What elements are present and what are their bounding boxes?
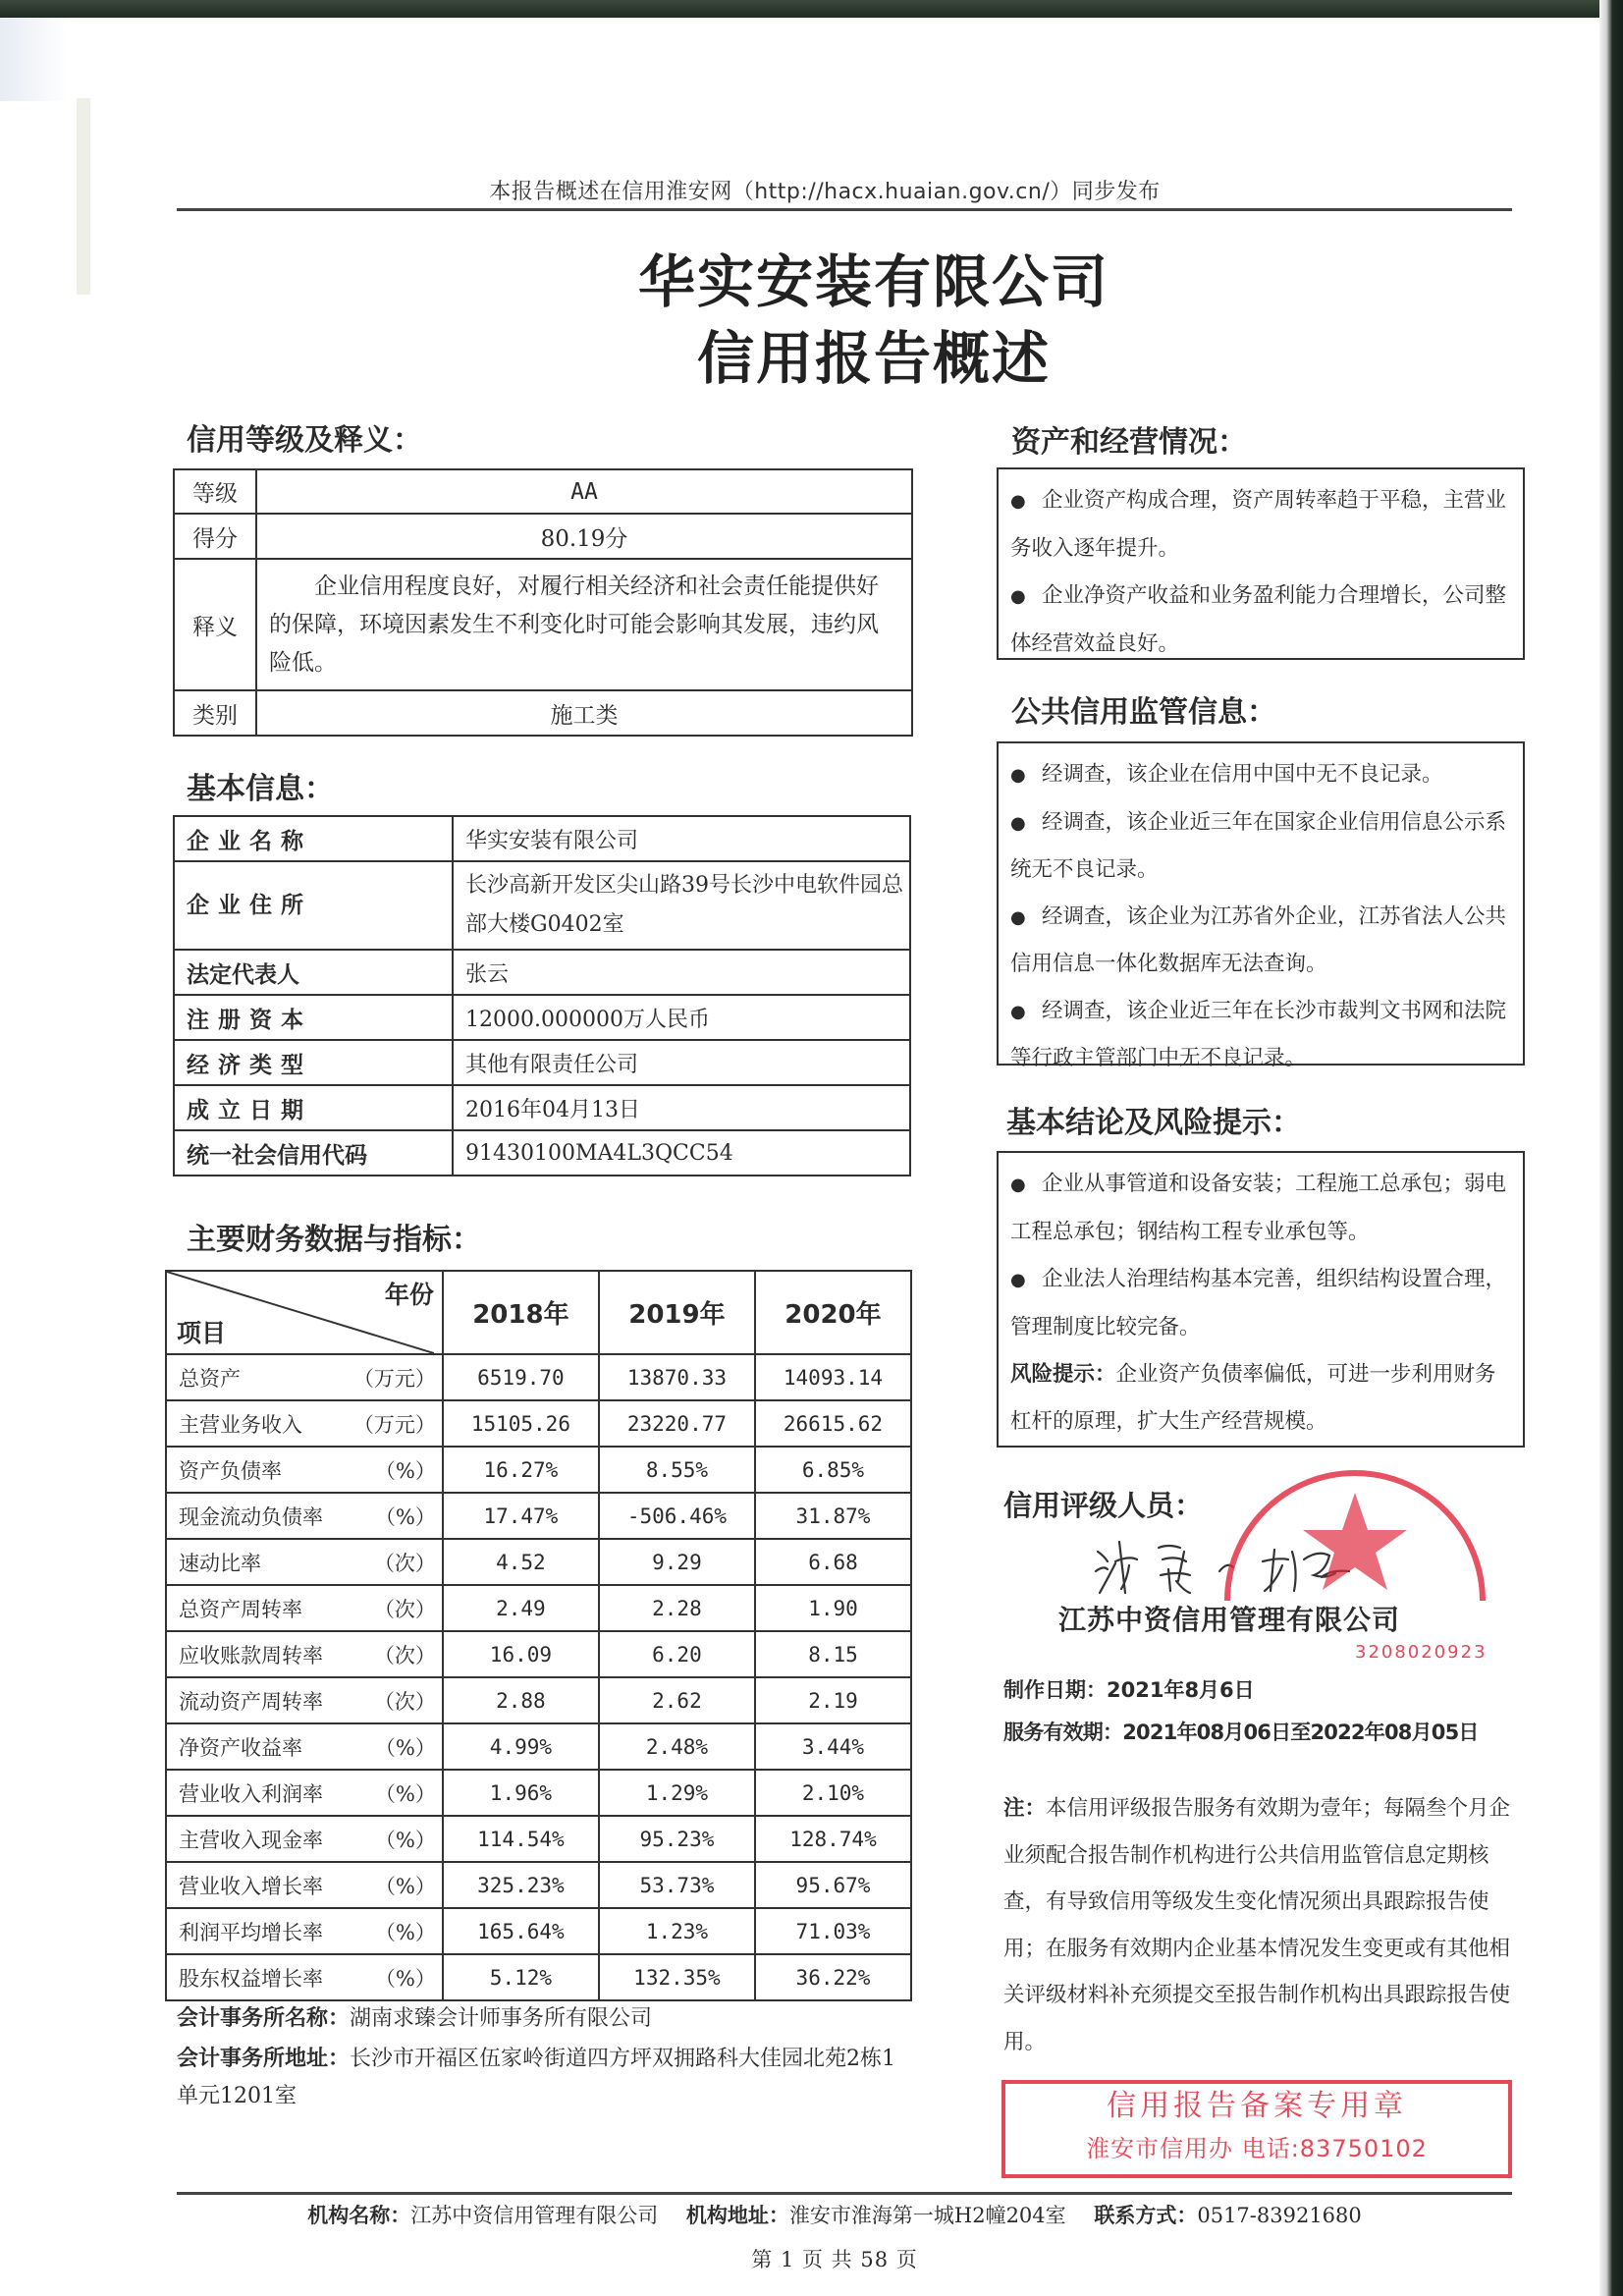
value-cell: 53.73% <box>599 1862 755 1908</box>
report-title: 信用报告概述 <box>696 325 1051 392</box>
value-cell: 165.64% <box>443 1908 599 1954</box>
list-item: ● 企业从事管道和设备安装；工程施工总承包；弱电工程总承包；钢结构工程专业承包等。 <box>1010 1161 1513 1256</box>
item-name: 应收账款周转率 <box>179 1643 323 1667</box>
field-value: 张云 <box>453 950 910 995</box>
corner-cell <box>166 1271 443 1354</box>
table-row <box>166 1908 911 1954</box>
value-cell: 16.09 <box>443 1631 599 1677</box>
item-name: 流动资产周转率 <box>179 1689 323 1714</box>
corner-item-label: 项目 <box>177 1319 227 1347</box>
item-cell <box>166 1631 443 1677</box>
risk-label: 风险提示： <box>1010 1362 1116 1387</box>
item-name: 净资产收益率 <box>179 1735 302 1760</box>
item-cell <box>166 1723 443 1770</box>
item-cell <box>166 1539 443 1585</box>
item-cell <box>166 1954 443 2000</box>
table-row <box>174 995 910 1040</box>
financial-table <box>165 1270 912 2001</box>
value-cell: 6.20 <box>599 1631 755 1677</box>
value-cell: 5.12% <box>443 1954 599 2000</box>
handwritten-signature <box>1090 1532 1394 1601</box>
item-unit: （次） <box>373 1597 436 1621</box>
list-item: ● 经调查，该企业近三年在长沙市裁判文书网和法院等行政主管部门中无不良记录。 <box>1010 988 1513 1082</box>
score-value: 80.19分 <box>256 514 912 559</box>
accounting-firm-line <box>177 2000 903 2038</box>
list-item: ● 经调查，该企业近三年在国家企业信用信息公示系统无不良记录。 <box>1010 799 1513 894</box>
table-row <box>166 1400 911 1447</box>
value-cell: 4.52 <box>443 1539 599 1585</box>
item-unit: （万元） <box>352 1366 436 1391</box>
validity-period: 服务有效期：2021年08月06日至2022年08月05日 <box>1003 1721 1479 1744</box>
year-header: 2018年 <box>443 1271 599 1354</box>
table-row <box>166 1447 911 1493</box>
item-cell <box>166 1493 443 1539</box>
table-row <box>174 1130 910 1175</box>
value-cell: -506.46% <box>599 1493 755 1539</box>
financials-heading: 主要财务数据与指标： <box>187 1223 481 1257</box>
public-credit-heading: 公共信用监管信息： <box>1011 695 1276 730</box>
list-item: ● 企业净资产收益和业务盈利能力合理增长，公司整体经营效益良好。 <box>1010 573 1513 668</box>
value-cell: 132.35% <box>599 1954 755 2000</box>
sync-note: 本报告概述在信用淮安网（http://hacx.huaian.gov.cn/）同步发布 <box>489 180 1161 204</box>
item-cell <box>166 1770 443 1816</box>
value-cell: 71.03% <box>755 1908 911 1954</box>
value-cell: 6.85% <box>755 1447 911 1493</box>
item-name: 营业收入利润率 <box>179 1781 323 1806</box>
value-cell: 36.22% <box>755 1954 911 2000</box>
bullet-icon: ● <box>1010 491 1026 512</box>
item-name: 现金流动负债率 <box>179 1504 323 1529</box>
value-cell: 17.47% <box>443 1493 599 1539</box>
rating-staff-heading: 信用评级人员： <box>1003 1489 1204 1522</box>
value-cell: 8.15 <box>755 1631 911 1677</box>
value-cell: 3.44% <box>755 1723 911 1770</box>
item-unit: （%） <box>374 1458 436 1483</box>
field-label: 企业住所 <box>174 861 453 950</box>
value-cell: 4.99% <box>443 1723 599 1770</box>
table-row <box>174 950 910 995</box>
table-row <box>166 1354 911 1400</box>
value-cell: 6.68 <box>755 1539 911 1585</box>
category-value: 施工类 <box>256 690 912 736</box>
value-cell: 2.49 <box>443 1585 599 1631</box>
item-name: 速动比率 <box>179 1551 261 1575</box>
table-row <box>166 1723 911 1770</box>
table-row <box>174 1085 910 1130</box>
item-name: 利润平均增长率 <box>179 1920 323 1944</box>
value-cell: 1.90 <box>755 1585 911 1631</box>
accounting-address-label: 会计事务所地址： <box>177 2047 351 2071</box>
filing-stamp <box>1001 2080 1512 2178</box>
value-cell: 95.67% <box>755 1862 911 1908</box>
value-cell: 2.48% <box>599 1723 755 1770</box>
value-cell: 1.29% <box>599 1770 755 1816</box>
rating-company: 江苏中资信用管理有限公司 <box>1058 1604 1401 1636</box>
value-cell: 26615.62 <box>755 1400 911 1447</box>
list-item: ● 经调查，该企业在信用中国中无不良记录。 <box>1010 751 1513 799</box>
table-row <box>174 514 912 559</box>
table-row <box>174 816 910 861</box>
scan-border-top <box>0 0 1623 18</box>
grade-label: 等级 <box>174 469 256 514</box>
note-label: 注： <box>1003 1796 1047 1821</box>
risk-note <box>1010 1351 1513 1446</box>
grade-value: AA <box>256 469 912 514</box>
value-cell: 2.10% <box>755 1770 911 1816</box>
bullet-icon: ● <box>1010 586 1026 607</box>
item-name: 资产负债率 <box>179 1458 282 1483</box>
credit-rating-heading: 信用等级及释义： <box>187 423 422 458</box>
scan-artifact <box>77 98 90 295</box>
footer-divider <box>177 2192 1512 2195</box>
corner-year-label: 年份 <box>384 1281 434 1309</box>
bullet-icon: ● <box>1010 812 1026 834</box>
value-cell: 1.23% <box>599 1908 755 1954</box>
value-cell: 9.29 <box>599 1539 755 1585</box>
item-cell <box>166 1354 443 1400</box>
item-unit: （%） <box>374 1920 436 1944</box>
item-name: 主营业务收入 <box>179 1412 302 1437</box>
value-cell: 8.55% <box>599 1447 755 1493</box>
value-cell: 128.74% <box>755 1816 911 1862</box>
list-item: ● 企业法人治理结构基本完善，组织结构设置合理，管理制度比较完备。 <box>1010 1256 1513 1351</box>
table-header-row <box>166 1271 911 1354</box>
item-cell <box>166 1908 443 1954</box>
assets-box <box>997 467 1525 660</box>
accounting-firm-name: 湖南求臻会计师事务所有限公司 <box>350 2006 653 2031</box>
item-unit: （%） <box>374 1828 436 1852</box>
field-label: 成立日期 <box>174 1085 453 1130</box>
basic-info-table <box>173 815 911 1176</box>
item-name: 营业收入增长率 <box>179 1874 323 1898</box>
item-unit: （%） <box>374 1966 436 1991</box>
table-row <box>166 1816 911 1862</box>
validity-note <box>1003 1785 1514 2065</box>
category-label: 类别 <box>174 690 256 736</box>
accounting-address: 长沙市开福区伍家岭街道四方坪双拥路科大佳园北苑2栋1单元1201室 <box>177 2047 896 2108</box>
table-row <box>166 1631 911 1677</box>
org-contact: 0517-83921680 <box>1197 2204 1362 2227</box>
field-label: 注册资本 <box>174 995 453 1040</box>
table-row <box>166 1539 911 1585</box>
item-unit: （%） <box>374 1781 436 1806</box>
item-unit: （次） <box>373 1551 436 1575</box>
accounting-address-line <box>177 2041 903 2115</box>
field-value: 其他有限责任公司 <box>453 1040 910 1085</box>
note-text: 本信用评级报告服务有效期为壹年；每隔叁个月企业须配合报告制作机构进行公共信用监管信息定期核查，有导致信用等级发生变化情况须出具跟踪报告使用；在服务有效期内企业基本情况发生变更或有其他相关评级材料补充须提交至报告制作机构出具跟踪报告使用。 <box>1003 1796 1511 2054</box>
credit-rating-table <box>173 468 913 737</box>
value-cell: 23220.77 <box>599 1400 755 1447</box>
table-row <box>166 1770 911 1816</box>
list-item: ● 经调查，该企业为江苏省外企业，江苏省法人公共信用信息一体化数据库无法查询。 <box>1010 894 1513 988</box>
item-unit: （%） <box>374 1504 436 1529</box>
item-cell <box>166 1585 443 1631</box>
accounting-firm-label: 会计事务所名称： <box>177 2006 351 2031</box>
footer-info: 机构名称：江苏中资信用管理有限公司 机构地址：淮安市淮海第一城H2幢204室 联系方式：0517-83921680 <box>307 2204 1362 2227</box>
year-header: 2019年 <box>599 1271 755 1354</box>
value-cell: 13870.33 <box>599 1354 755 1400</box>
description-value: 企业信用程度良好，对履行相关经济和社会责任能提供好的保障，环境因素发生不利变化时可能会影响其发展，违约风险低。 <box>256 559 912 690</box>
bullet-icon: ● <box>1010 1001 1026 1022</box>
field-label: 企业名称 <box>174 816 453 861</box>
table-row <box>174 1040 910 1085</box>
conclusion-heading: 基本结论及风险提示： <box>1006 1106 1301 1140</box>
company-title: 华实安装有限公司 <box>637 248 1109 315</box>
description-label: 释义 <box>174 559 256 690</box>
table-row <box>166 1954 911 2000</box>
header-divider <box>177 208 1512 211</box>
field-value: 长沙高新开发区尖山路39号长沙中电软件园总部大楼G0402室 <box>453 861 910 950</box>
field-label: 法定代表人 <box>174 950 453 995</box>
stamp-line-2: 淮安市信用办 电话:83750102 <box>1086 2135 1428 2162</box>
org-address: 淮安市淮海第一城H2幢204室 <box>788 2204 1066 2227</box>
value-cell: 14093.14 <box>755 1354 911 1400</box>
list-item: ● 企业资产构成合理，资产周转率趋于平稳，主营业务收入逐年提升。 <box>1010 477 1513 573</box>
item-name: 总资产周转率 <box>179 1597 302 1621</box>
table-row <box>166 1677 911 1723</box>
table-row <box>174 690 912 736</box>
bullet-icon: ● <box>1010 765 1026 786</box>
value-cell: 95.23% <box>599 1816 755 1862</box>
table-row <box>166 1862 911 1908</box>
bullet-icon: ● <box>1010 1175 1026 1195</box>
value-cell: 16.27% <box>443 1447 599 1493</box>
item-cell <box>166 1400 443 1447</box>
item-cell <box>166 1447 443 1493</box>
field-value: 91430100MA4L3QCC54 <box>453 1130 910 1175</box>
bullet-icon: ● <box>1010 1270 1026 1290</box>
value-cell: 15105.26 <box>443 1400 599 1447</box>
value-cell: 1.96% <box>443 1770 599 1816</box>
table-row <box>166 1493 911 1539</box>
value-cell: 114.54% <box>443 1816 599 1862</box>
risk-text: 企业资产负债率偏低，可进一步利用财务杠杆的原理，扩大生产经营规模。 <box>1010 1362 1496 1434</box>
item-cell <box>166 1816 443 1862</box>
item-name: 总资产 <box>179 1366 241 1391</box>
value-cell: 31.87% <box>755 1493 911 1539</box>
made-date: 制作日期：2021年8月6日 <box>1003 1678 1255 1702</box>
item-name: 主营收入现金率 <box>179 1828 323 1852</box>
scan-border-right <box>1599 0 1623 2296</box>
table-row <box>174 861 910 950</box>
item-name: 股东权益增长率 <box>179 1966 323 1991</box>
bullet-icon: ● <box>1010 906 1026 928</box>
field-value: 2016年04月13日 <box>453 1085 910 1130</box>
item-unit: （次） <box>373 1689 436 1714</box>
table-row <box>174 469 912 514</box>
item-unit: （%） <box>374 1735 436 1760</box>
round-company-seal <box>1208 1453 1502 1601</box>
table-row <box>174 559 912 690</box>
basic-info-heading: 基本信息： <box>187 772 334 806</box>
seal-number: 3208020923 <box>1355 1642 1488 1663</box>
table-row <box>166 1585 911 1631</box>
year-header: 2020年 <box>755 1271 911 1354</box>
item-unit: （次） <box>373 1643 436 1667</box>
value-cell: 325.23% <box>443 1862 599 1908</box>
value-cell: 2.19 <box>755 1677 911 1723</box>
field-value: 12000.000000万人民币 <box>453 995 910 1040</box>
item-unit: （%） <box>374 1874 436 1898</box>
org-name: 江苏中资信用管理有限公司 <box>410 2204 659 2227</box>
item-unit: （万元） <box>352 1412 436 1437</box>
field-value: 华实安装有限公司 <box>453 816 910 861</box>
page-number: 第 1 页 共 58 页 <box>751 2248 918 2271</box>
assets-heading: 资产和经营情况： <box>1011 425 1247 460</box>
field-label: 经济类型 <box>174 1040 453 1085</box>
value-cell: 2.28 <box>599 1585 755 1631</box>
stamp-line-1: 信用报告备案专用章 <box>1107 2089 1407 2123</box>
item-cell <box>166 1862 443 1908</box>
value-cell: 2.88 <box>443 1677 599 1723</box>
conclusion-box <box>997 1151 1525 1448</box>
scan-shadow <box>0 18 69 101</box>
public-credit-box <box>997 741 1525 1070</box>
value-cell: 2.62 <box>599 1677 755 1723</box>
item-cell <box>166 1677 443 1723</box>
score-label: 得分 <box>174 514 256 559</box>
value-cell: 6519.70 <box>443 1354 599 1400</box>
field-label: 统一社会信用代码 <box>174 1130 453 1175</box>
